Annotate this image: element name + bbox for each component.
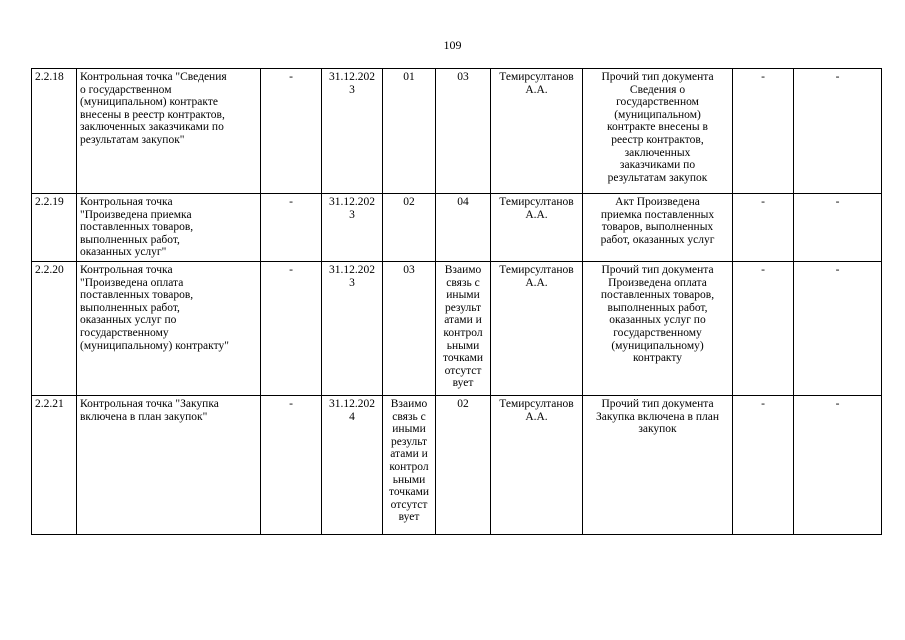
successor-cell: 03 xyxy=(436,69,491,194)
end-date-cell: 31.12.202 3 xyxy=(322,261,383,395)
start-date-cell: - xyxy=(261,261,322,395)
control-points-table xyxy=(31,68,882,535)
table-row xyxy=(32,69,882,194)
column-9-cell: - xyxy=(733,194,794,262)
responsible-cell: Темирсултанов А.А. xyxy=(491,194,583,262)
predecessor-cell: 01 xyxy=(383,69,436,194)
control-point-name-cell: Контрольная точка "Сведения о государственном (муниципальном) контракте внесены в реестр контрактов, заключенных заказчиками по результатам закупок" xyxy=(77,69,261,194)
control-point-name-cell: Контрольная точка "Произведена оплата поставленных товаров, выполненных работ, оказанных услуг по государственному (муниципальному) контракту" xyxy=(77,261,261,395)
document-type-cell: Прочий тип документа Закупка включена в план закупок xyxy=(583,395,733,534)
page-number: 109 xyxy=(443,38,462,52)
table-row xyxy=(32,261,882,395)
responsible-cell: Темирсултанов А.А. xyxy=(491,261,583,395)
column-10-cell: - xyxy=(794,194,882,262)
start-date-cell: - xyxy=(261,194,322,262)
document-type-cell: Прочий тип документа Сведения о государственном (муниципальном) контракте внесены в реестр контрактов, заключенных заказчиками по результатам закупок xyxy=(583,69,733,194)
successor-cell: Взаимо связь с иными результ атами и контрол ьными точками отсутст вует xyxy=(436,261,491,395)
responsible-cell: Темирсултанов А.А. xyxy=(491,395,583,534)
predecessor-cell: 02 xyxy=(383,194,436,262)
row-number-cell: 2.2.21 xyxy=(32,395,77,534)
table-row xyxy=(32,395,882,534)
column-9-cell: - xyxy=(733,395,794,534)
predecessor-cell: 03 xyxy=(383,261,436,395)
row-number-cell: 2.2.18 xyxy=(32,69,77,194)
end-date-cell: 31.12.202 3 xyxy=(322,69,383,194)
successor-cell: 02 xyxy=(436,395,491,534)
end-date-cell: 31.12.202 3 xyxy=(322,194,383,262)
column-10-cell: - xyxy=(794,395,882,534)
control-point-name-cell: Контрольная точка "Закупка включена в план закупок" xyxy=(77,395,261,534)
end-date-cell: 31.12.202 4 xyxy=(322,395,383,534)
column-9-cell: - xyxy=(733,69,794,194)
column-10-cell: - xyxy=(794,69,882,194)
column-10-cell: - xyxy=(794,261,882,395)
start-date-cell: - xyxy=(261,69,322,194)
document-type-cell: Прочий тип документа Произведена оплата поставленных товаров, выполненных работ, оказанных услуг по государственному (муниципальному) контракту xyxy=(583,261,733,395)
row-number-cell: 2.2.20 xyxy=(32,261,77,395)
row-number-cell: 2.2.19 xyxy=(32,194,77,262)
successor-cell: 04 xyxy=(436,194,491,262)
table-row xyxy=(32,194,882,262)
responsible-cell: Темирсултанов А.А. xyxy=(491,69,583,194)
column-9-cell: - xyxy=(733,261,794,395)
start-date-cell: - xyxy=(261,395,322,534)
document-type-cell: Акт Произведена приемка поставленных товаров, выполненных работ, оказанных услуг xyxy=(583,194,733,262)
predecessor-cell: Взаимо связь с иными результ атами и контрол ьными точками отсутст вует xyxy=(383,395,436,534)
control-point-name-cell: Контрольная точка "Произведена приемка поставленных товаров, выполненных работ, оказанных услуг" xyxy=(77,194,261,262)
